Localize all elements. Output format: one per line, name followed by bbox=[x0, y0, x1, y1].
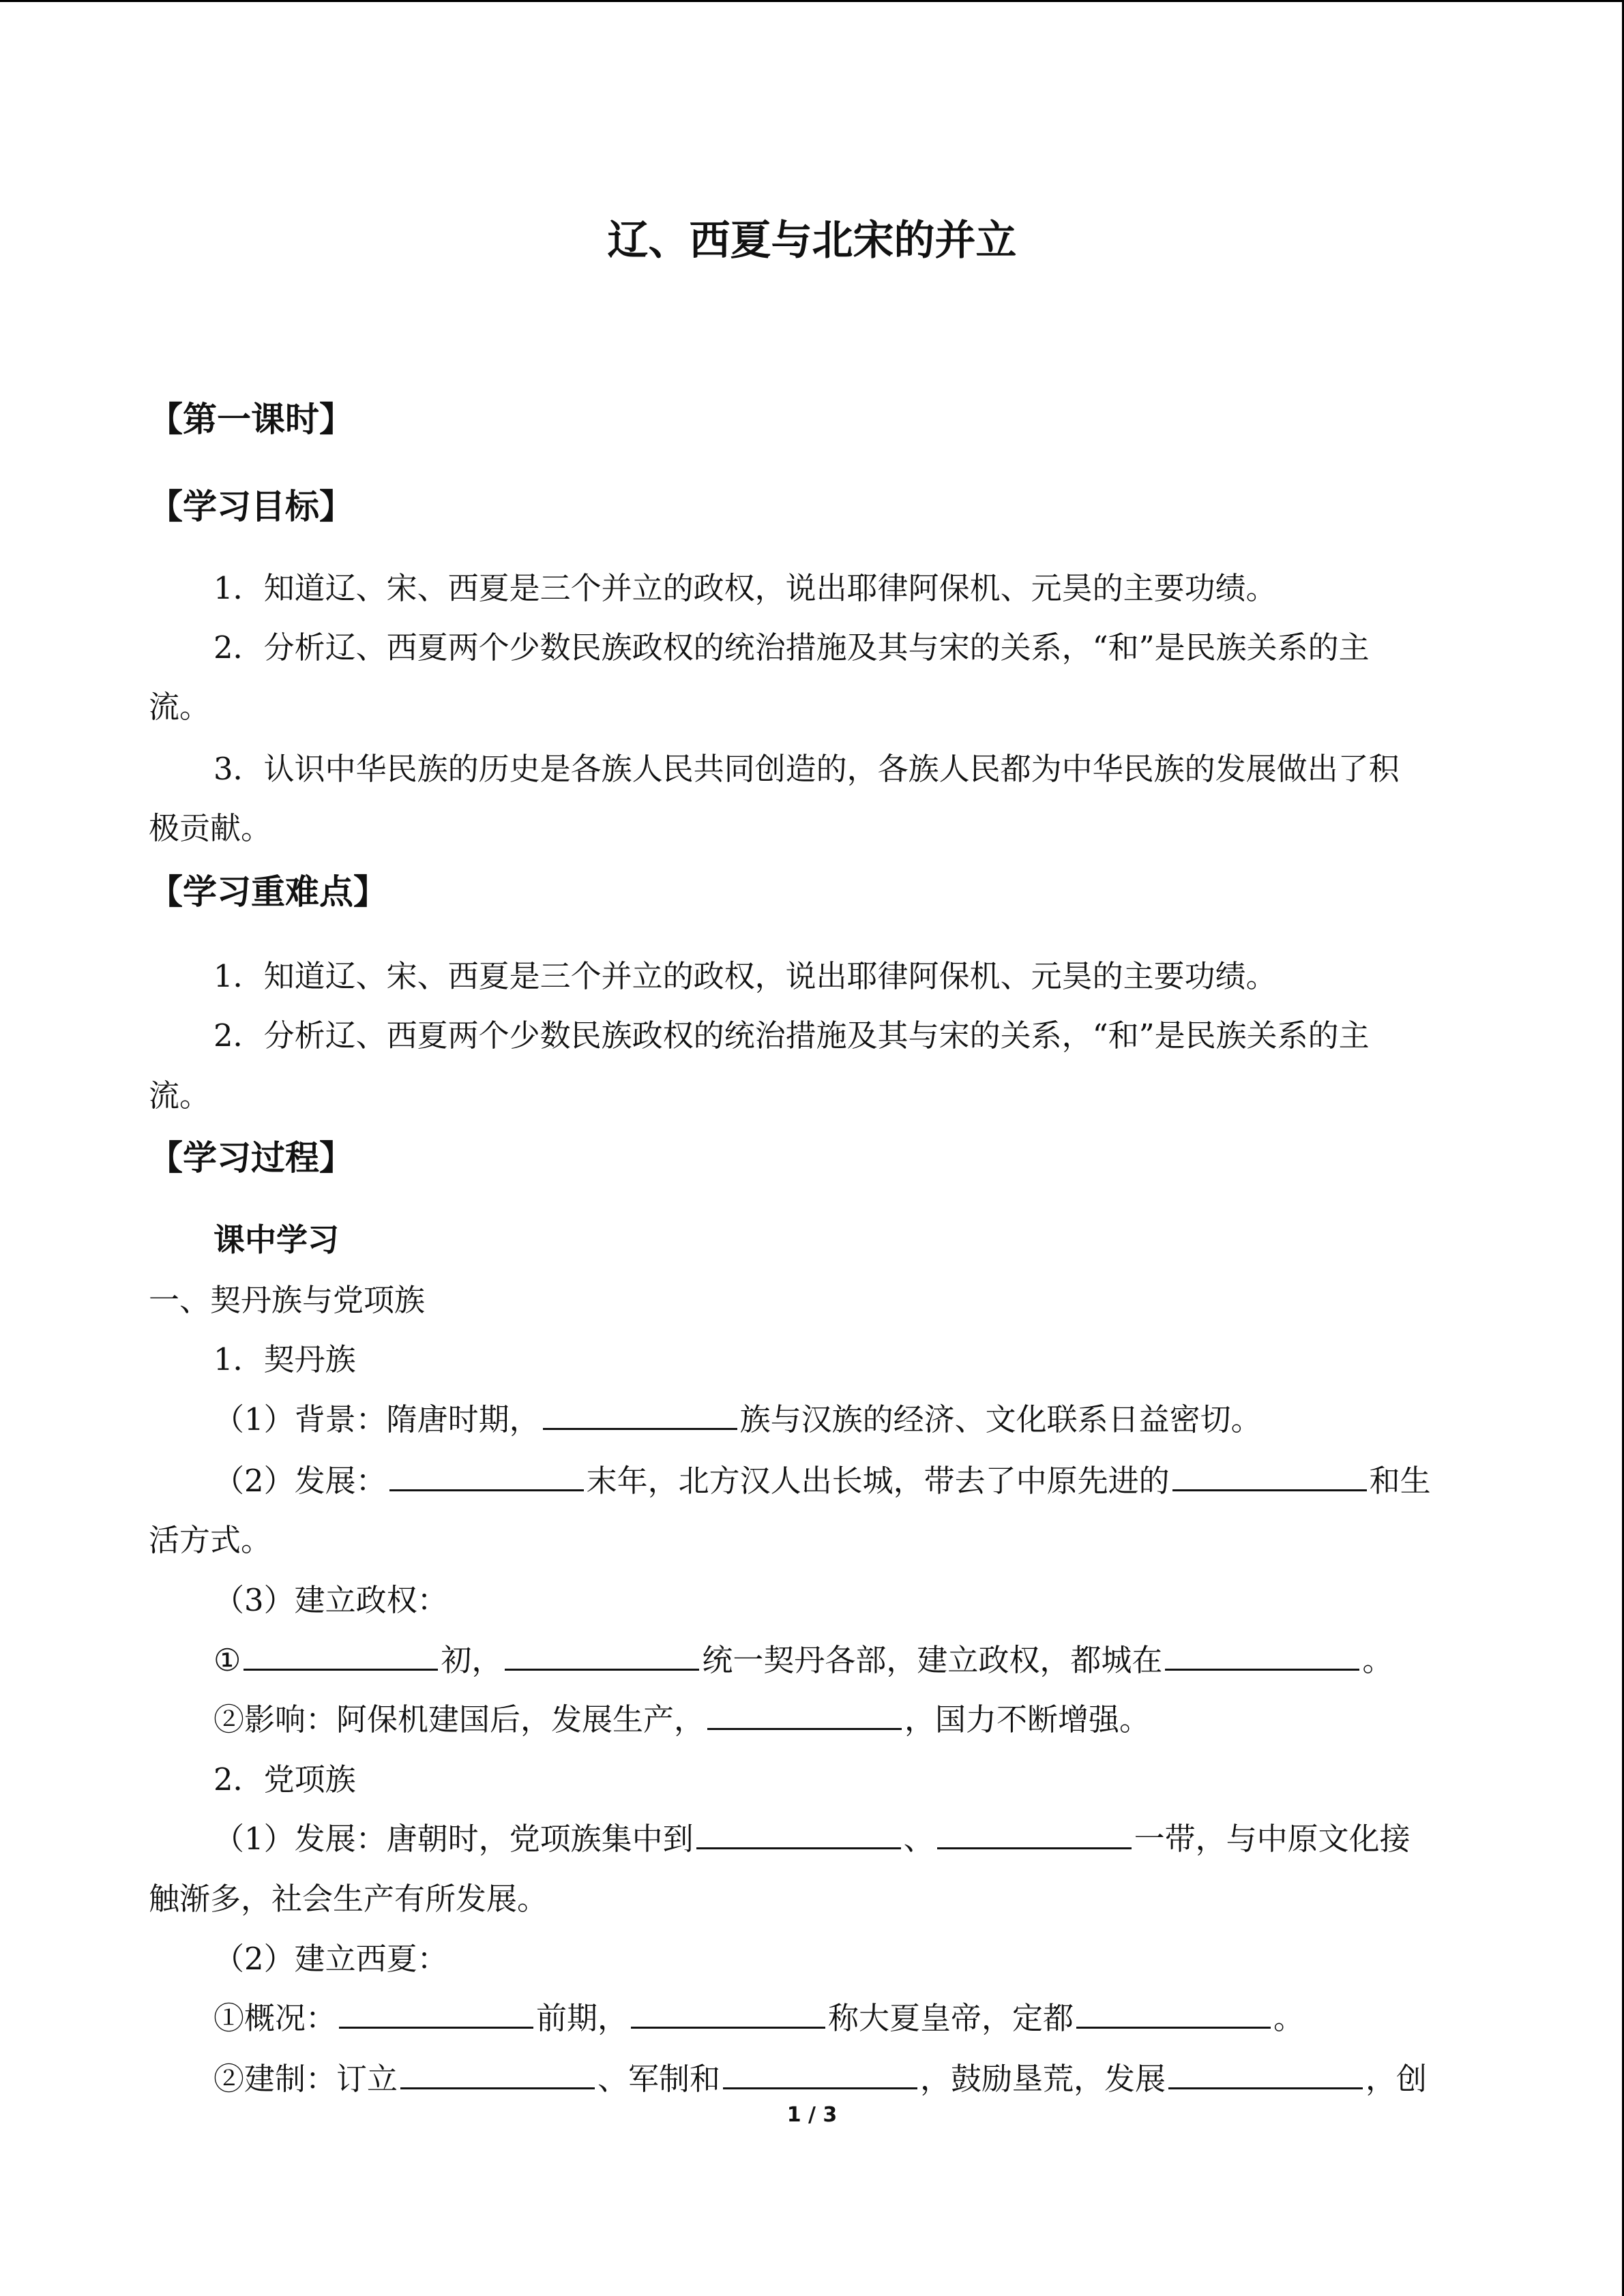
text: ① bbox=[213, 1642, 241, 1678]
fill-blank[interactable] bbox=[696, 1817, 901, 1849]
page-title: 辽、西夏与北宋的并立 bbox=[607, 217, 1017, 265]
objective-3-line-1: 3．认识中华民族的历史是各族人民共同创造的，各族人民都为中华民族的发展做出了积 bbox=[213, 751, 1400, 787]
qidan-regime-item-1 bbox=[213, 1635, 1393, 1680]
text: （1）背景：隋唐时期， bbox=[213, 1401, 540, 1437]
xixia-item-2 bbox=[213, 2054, 1427, 2098]
qidan-regime-heading: （3）建立政权： bbox=[213, 1582, 448, 1618]
fill-blank[interactable] bbox=[631, 1996, 825, 2029]
text: （1）发展：唐朝时，党项族集中到 bbox=[213, 1821, 694, 1857]
fill-blank[interactable] bbox=[339, 1996, 533, 2029]
objective-1: 1．知道辽、宋、西夏是三个并立的政权，说出耶律阿保机、元昊的主要功绩。 bbox=[213, 570, 1277, 606]
objective-2-line-2: 流。 bbox=[149, 689, 211, 725]
text: ，国力不断增强。 bbox=[904, 1701, 1151, 1738]
text: 、军制和 bbox=[597, 2061, 721, 2097]
fill-blank[interactable] bbox=[389, 1459, 584, 1491]
text: 统一契丹各部，建立政权，都城在 bbox=[702, 1642, 1163, 1678]
top-border bbox=[0, 0, 1624, 2]
fill-blank[interactable] bbox=[1172, 1459, 1367, 1491]
text: 末年，北方汉人出长城，带去了中原先进的 bbox=[586, 1463, 1170, 1499]
text: 前期， bbox=[536, 2000, 629, 2036]
text: ②影响：阿保机建国后，发展生产， bbox=[213, 1701, 705, 1738]
part-one-heading: 一、契丹族与党项族 bbox=[149, 1282, 426, 1318]
text: ，创 bbox=[1365, 2061, 1428, 2097]
qidan-background bbox=[213, 1395, 1262, 1439]
fill-blank[interactable] bbox=[243, 1638, 438, 1671]
fill-blank[interactable] bbox=[707, 1697, 902, 1730]
fill-blank[interactable] bbox=[1076, 1996, 1271, 2029]
heading-process: 【学习过程】 bbox=[149, 1138, 353, 1178]
key-point-1: 1．知道辽、宋、西夏是三个并立的政权，说出耶律阿保机、元昊的主要功绩。 bbox=[213, 958, 1277, 994]
text: ①概况： bbox=[213, 2000, 337, 2036]
text: 。 bbox=[1273, 2000, 1305, 2036]
fill-blank[interactable] bbox=[505, 1638, 699, 1671]
text: ，鼓励垦荒，发展 bbox=[920, 2061, 1166, 2097]
dangxiang-development-line-1 bbox=[213, 1814, 1411, 1858]
fill-blank[interactable] bbox=[1168, 2057, 1363, 2089]
qidan-development-line-2: 活方式。 bbox=[149, 1522, 272, 1558]
fill-blank[interactable] bbox=[1165, 1638, 1359, 1671]
dangxiang-development-line-2: 触渐多，社会生产有所发展。 bbox=[149, 1881, 548, 1917]
text: 。 bbox=[1362, 1642, 1393, 1678]
xixia-item-1 bbox=[213, 1993, 1304, 2038]
heading-lesson: 【第一课时】 bbox=[149, 400, 353, 439]
fill-blank[interactable] bbox=[723, 2057, 917, 2089]
text: 和生 bbox=[1369, 1463, 1431, 1499]
subheading-in-class: 课中学习 bbox=[213, 1221, 339, 1258]
xixia-heading: （2）建立西夏： bbox=[213, 1941, 448, 1977]
text: ②建制：订立 bbox=[213, 2061, 398, 2097]
key-point-2-line-1: 2．分析辽、西夏两个少数民族政权的统治措施及其与宋的关系，“和”是民族关系的主 bbox=[213, 1017, 1370, 1054]
text: 称大夏皇帝，定都 bbox=[828, 2000, 1074, 2036]
fill-blank[interactable] bbox=[937, 1817, 1132, 1849]
heading-objectives: 【学习目标】 bbox=[149, 487, 353, 526]
qidan-regime-item-2 bbox=[213, 1695, 1150, 1739]
text: 初， bbox=[441, 1642, 503, 1678]
dangxiang-heading: 2．党项族 bbox=[213, 1761, 356, 1798]
page-number: 1 / 3 bbox=[786, 2103, 838, 2127]
fill-blank[interactable] bbox=[400, 2057, 595, 2089]
qidan-development-line-1 bbox=[213, 1456, 1431, 1500]
text: （2）发展： bbox=[213, 1463, 387, 1499]
key-point-2-line-2: 流。 bbox=[149, 1077, 211, 1114]
qidan-heading: 1．契丹族 bbox=[213, 1341, 356, 1377]
objective-2-line-1: 2．分析辽、西夏两个少数民族政权的统治措施及其与宋的关系，“和”是民族关系的主 bbox=[213, 629, 1370, 666]
fill-blank[interactable] bbox=[543, 1397, 737, 1430]
objective-3-line-2: 极贡献。 bbox=[149, 810, 272, 846]
text: 一带，与中原文化接 bbox=[1134, 1821, 1411, 1857]
heading-key-points: 【学习重难点】 bbox=[149, 872, 387, 912]
text: 族与汉族的经济、文化联系日益密切。 bbox=[739, 1401, 1262, 1437]
text: 、 bbox=[903, 1821, 934, 1857]
